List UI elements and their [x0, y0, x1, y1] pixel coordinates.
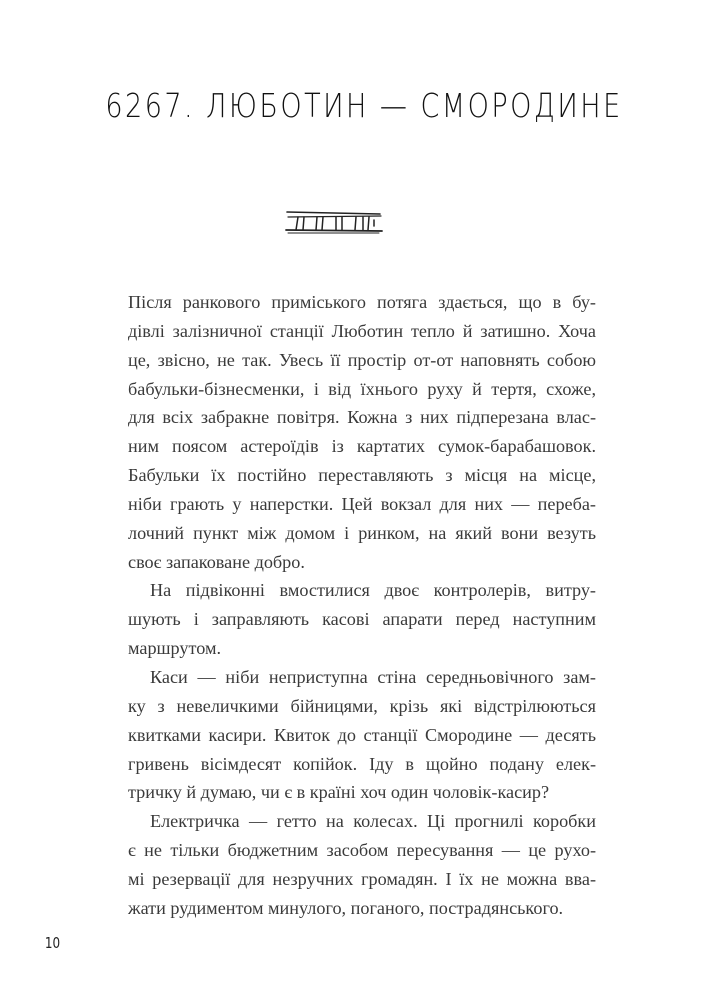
text-line: Бабульки їх постійно переставляють з місця на місце,: [128, 465, 596, 486]
text-line: лочний пункт між домом і ринком, на який вони везуть: [128, 522, 596, 543]
chapter-title: 6267. ЛЮБОТИН — СМОРОДИНЕ: [105, 86, 623, 125]
text-line: дівлі залізничної станції Люботин тепло й затишно. Хоча: [128, 320, 596, 341]
text-line: ку з невеличкими бійницями, крізь які відстрілюються: [128, 695, 596, 716]
text-line: маршрутом.: [128, 638, 222, 659]
paragraph: [128, 663, 596, 807]
text-line: бабульки-бізнесменки, і від їхнього руху й тертя, схоже,: [128, 378, 596, 399]
railway-track-ornament: [284, 208, 384, 236]
body-text: [128, 288, 596, 923]
text-line: гривень вісімдесят копійок. Іду в щойно подану елек-: [128, 753, 596, 774]
text-line: На підвіконні вмостилися двоє контролерів, витру-: [150, 580, 596, 601]
paragraph: [128, 576, 596, 663]
text-line: є не тільки бюджетним засобом пересування — це рухо-: [128, 840, 596, 861]
text-line: тричку й думаю, чи є в країні хоч один чоловік-касир?: [128, 782, 550, 803]
text-line: це, звісно, не так. Увесь її простір от-от наповнять собою: [128, 349, 596, 370]
text-line: квитками касири. Квиток до станції Смородине — десять: [128, 724, 596, 745]
paragraph: [128, 807, 596, 922]
page-number: 10: [44, 934, 61, 952]
text-line: ним поясом астероїдів із картатих сумок-барабашовок.: [128, 436, 596, 457]
text-line: Електричка — гетто на колесах. Ці прогнилі коробки: [150, 811, 596, 832]
text-line: шують і заправляють касові апарати перед наступним: [128, 609, 596, 630]
text-line: жати рудиментом минулого, поганого, пострадянського.: [128, 897, 564, 918]
text-line: Каси — ніби неприступна стіна середньовічного зам-: [150, 666, 596, 687]
text-line: ніби грають у наперстки. Цей вокзал для них — переба-: [128, 493, 596, 514]
text-line: для всіх забракне повітря. Кожна з них підперезана влас-: [128, 407, 596, 428]
text-line: своє запаковане добро.: [128, 551, 305, 572]
paragraph: [128, 288, 596, 576]
text-line: мі резервації для незручних громадян. І їх не можна вва-: [128, 868, 596, 889]
text-line: Після ранкового приміського потяга здається, що в бу-: [128, 292, 596, 312]
